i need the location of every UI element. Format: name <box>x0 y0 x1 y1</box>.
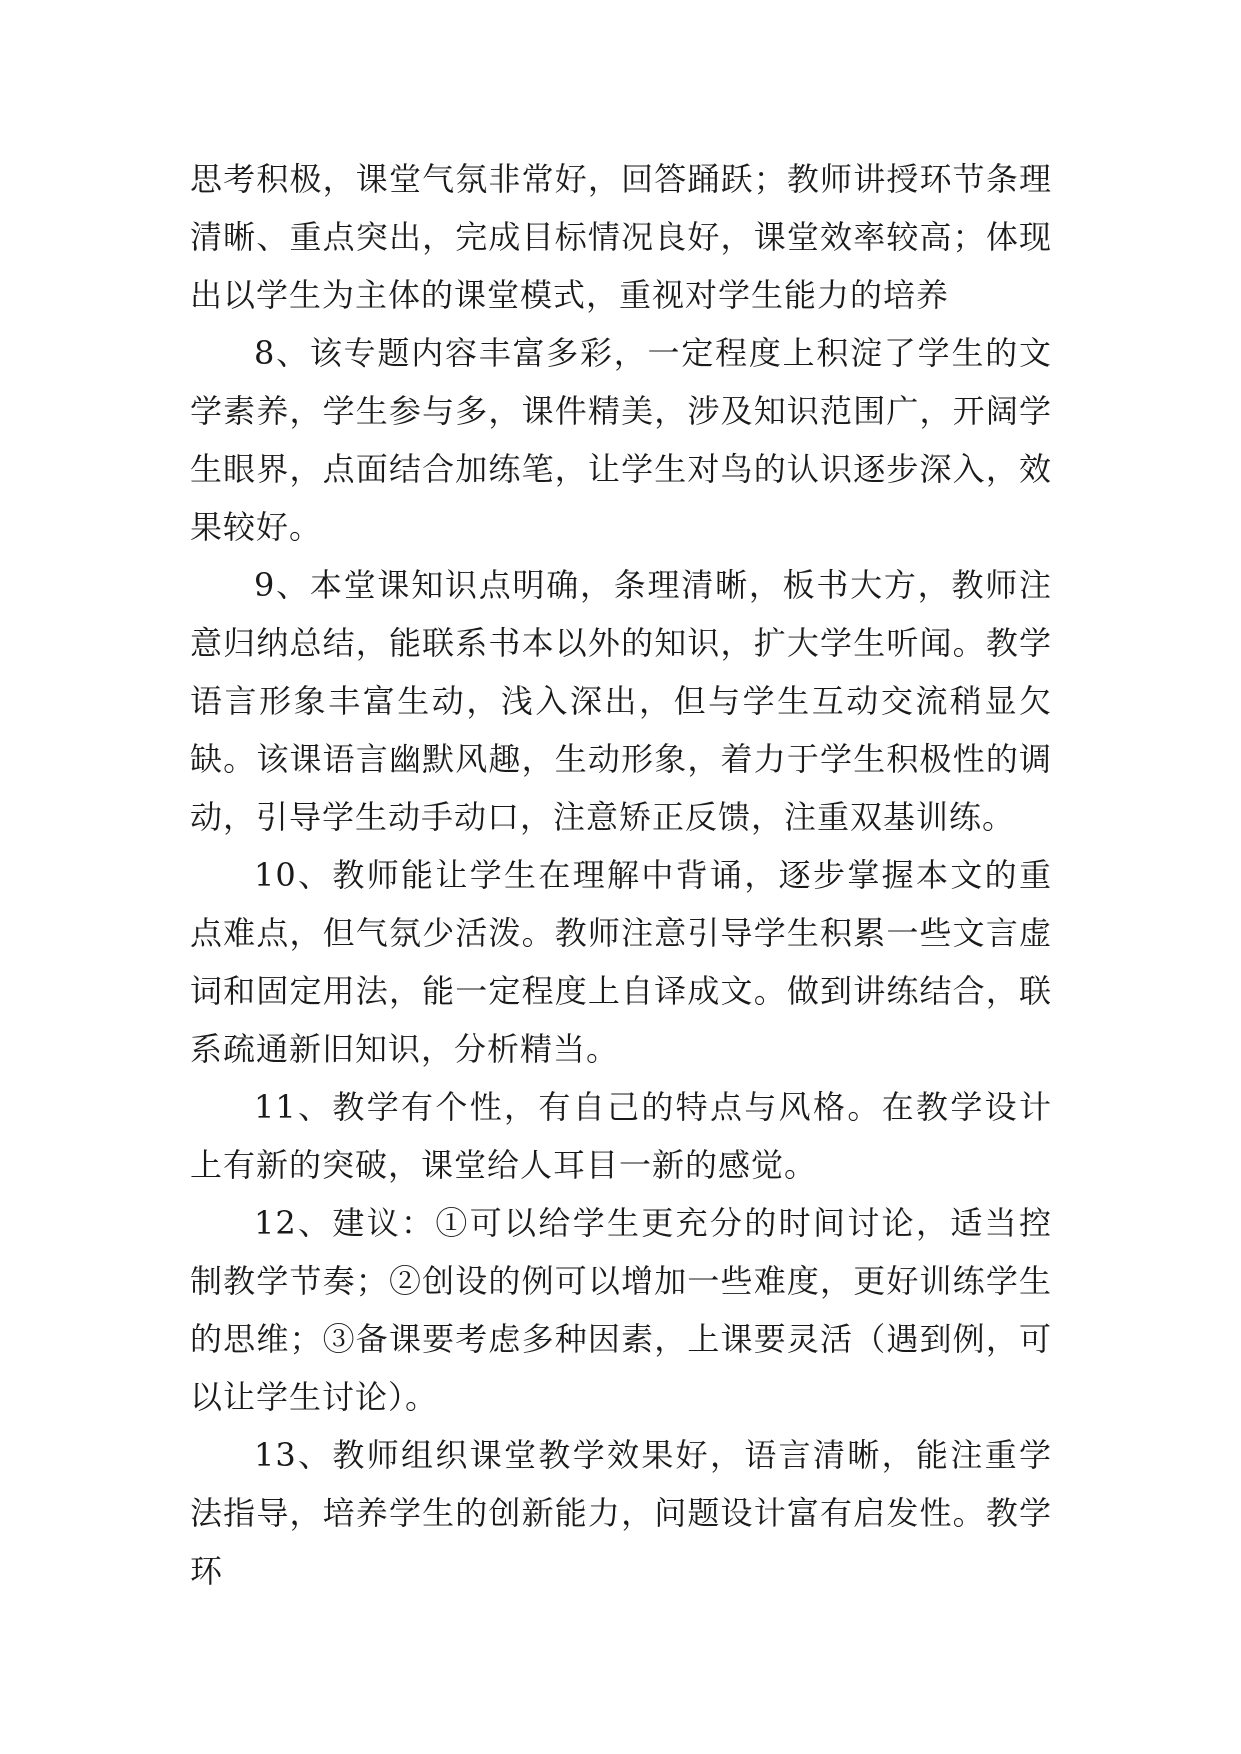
paragraph-item-9: 9、本堂课知识点明确，条理清晰，板书大方，教师注意归纳总结，能联系书本以外的知识，扩大学生听闻。教学语言形象丰富生动，浅入深出，但与学生互动交流稍显欠缺。该课语言幽默风趣，生动形象，着力于学生积极性的调动，引导学生动手动口，注意矫正反馈，注重双基训练。 <box>190 566 1052 836</box>
paragraph-continuation: 思考积极，课堂气氛非常好，回答踊跃；教师讲授环节条理清晰、重点突出，完成目标情况良好，课堂效率较高；体现出以学生为主体的课堂模式，重视对学生能力的培养 <box>190 160 1052 314</box>
paragraph-item-10: 10、教师能让学生在理解中背诵，逐步掌握本文的重点难点，但气氛少活泼。教师注意引导学生积累一些文言虚词和固定用法，能一定程度上自译成文。做到讲练结合，联系疏通新旧知识，分析精当。 <box>190 856 1052 1068</box>
paragraph-item-12: 12、建议：①可以给学生更充分的时间讨论，适当控制教学节奏；②创设的例可以增加一些难度，更好训练学生的思维；③备课要考虑多种因素，上课要灵活（遇到例，可以让学生讨论）。 <box>190 1204 1052 1416</box>
document-page <box>190 150 1052 1600</box>
paragraph-item-8: 8、该专题内容丰富多彩，一定程度上积淀了学生的文学素养，学生参与多，课件精美，涉及知识范围广，开阔学生眼界，点面结合加练笔，让学生对鸟的认识逐步深入，效果较好。 <box>190 334 1052 546</box>
paragraph-item-11: 11、教学有个性，有自己的特点与风格。在教学设计上有新的突破，课堂给人耳目一新的感觉。 <box>190 1088 1052 1184</box>
paragraph-item-13: 13、教师组织课堂教学效果好，语言清晰，能注重学法指导，培养学生的创新能力，问题设计富有启发性。教学环 <box>190 1436 1052 1590</box>
